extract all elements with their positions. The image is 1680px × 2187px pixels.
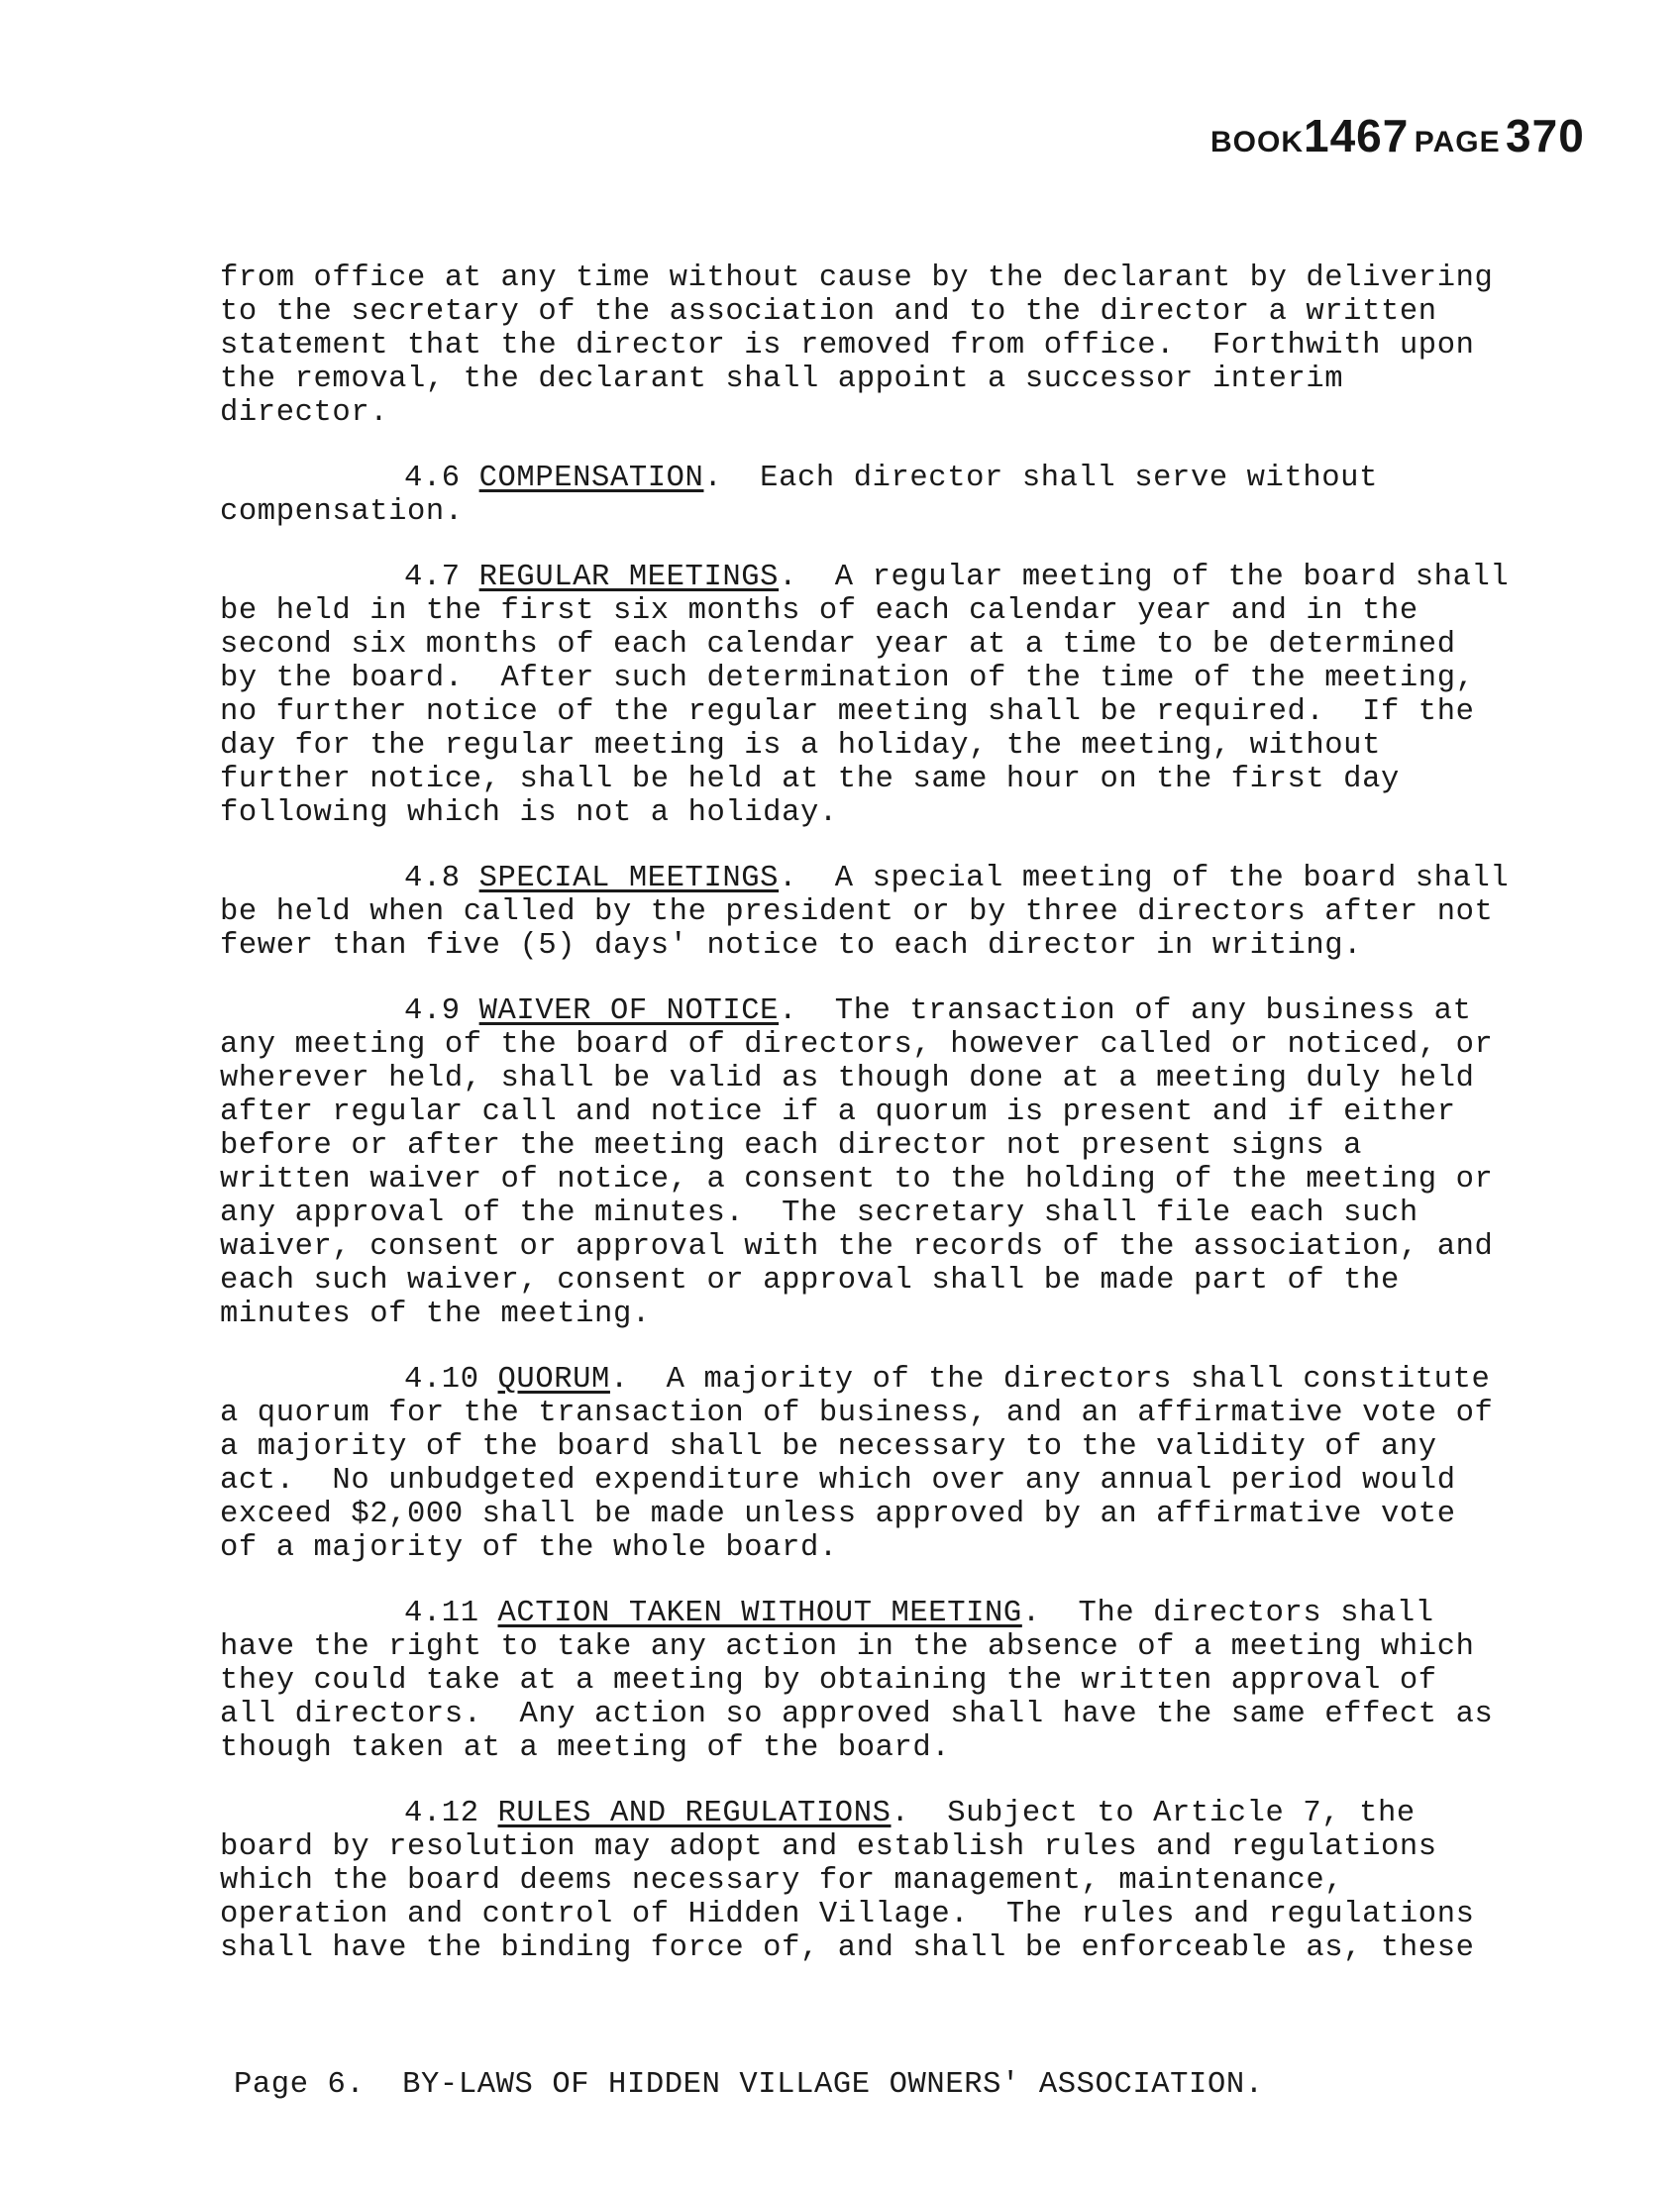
text-line: written waiver of notice, a consent to the holding of the meeting or (220, 1163, 1494, 1197)
text-line: any meeting of the board of directors, however called or noticed, or (220, 1028, 1494, 1062)
text-line: any approval of the minutes. The secretary shall file each such (220, 1197, 1418, 1230)
text-line: have the right to take any action in the absence of a meeting which (220, 1630, 1475, 1664)
text-line: further notice, shall be held at the same hour on the first day (220, 763, 1400, 796)
section-number: 4.7 (404, 561, 461, 594)
section-first-line (220, 994, 1627, 1028)
text-line: director. (220, 396, 389, 430)
text-line: the removal, the declarant shall appoint a successor interim (220, 363, 1344, 396)
text-line: statement that the director is removed from office. Forthwith upon (220, 329, 1475, 363)
section-paragraph (220, 462, 1627, 529)
document-body (220, 261, 1627, 1997)
section-number: 4.8 (404, 862, 461, 895)
text-line: act. No unbudgeted expenditure which over any annual period would (220, 1464, 1456, 1498)
text-line: be held in the first six months of each calendar year and in the (220, 594, 1418, 628)
section-heading: ACTION TAKEN WITHOUT MEETING (497, 1597, 1022, 1630)
section-number: 4.9 (404, 994, 461, 1028)
intro-paragraph (220, 261, 1627, 430)
page-label: PAGE (1414, 126, 1501, 158)
text-line: before or after the meeting each director not present signs a (220, 1129, 1363, 1163)
page-footer: Page 6. BY-LAWS OF HIDDEN VILLAGE OWNERS' ASSOCIATION. (234, 2068, 1264, 2102)
text-line: operation and control of Hidden Village. The rules and regulations (220, 1898, 1475, 1931)
text-line: day for the regular meeting is a holiday, the meeting, without (220, 729, 1381, 763)
section-first-line-text: . A regular meeting of the board shall (779, 561, 1510, 594)
text-line: by the board. After such determination of the time of the meeting, (220, 662, 1475, 695)
book-page-stamp (1210, 109, 1585, 162)
section-paragraph (220, 862, 1627, 963)
section-number: 4.12 (404, 1797, 479, 1830)
text-line: exceed $2,000 shall be made unless approved by an affirmative vote (220, 1498, 1456, 1531)
section-first-line (220, 561, 1627, 594)
book-label: BOOK (1210, 126, 1304, 158)
text-line: shall have the binding force of, and shall be enforceable as, these (220, 1931, 1475, 1965)
section-heading: COMPENSATION (478, 462, 704, 495)
section-paragraph (220, 994, 1627, 1331)
section-first-line-text: . A special meeting of the board shall (779, 862, 1510, 895)
section-first-line-text: . Each director shall serve without (703, 462, 1378, 495)
sections-list (220, 462, 1627, 1965)
text-line: all directors. Any action so approved shall have the same effect as (220, 1698, 1494, 1731)
section-paragraph (220, 1597, 1627, 1765)
text-line: each such waiver, consent or approval shall be made part of the (220, 1264, 1400, 1298)
text-line: of a majority of the whole board. (220, 1531, 838, 1565)
text-line: fewer than five (5) days' notice to each director in writing. (220, 929, 1363, 963)
text-line: from office at any time without cause by the declarant by delivering (220, 261, 1494, 295)
section-first-line (220, 1797, 1627, 1830)
text-line: minutes of the meeting. (220, 1298, 651, 1331)
text-line: which the board deems necessary for management, maintenance, (220, 1864, 1344, 1898)
page-number: 370 (1506, 110, 1585, 161)
text-line: be held when called by the president or by three directors after not (220, 895, 1494, 929)
section-heading: REGULAR MEETINGS (478, 561, 780, 594)
text-line: to the secretary of the association and to the director a written (220, 295, 1437, 329)
text-line: board by resolution may adopt and establish rules and regulations (220, 1830, 1437, 1864)
section-paragraph (220, 1363, 1627, 1565)
text-line: after regular call and notice if a quorum is present and if either (220, 1095, 1456, 1129)
section-first-line (220, 1597, 1627, 1630)
text-line: wherever held, shall be valid as though done at a meeting duly held (220, 1062, 1475, 1095)
text-line: a majority of the board shall be necessary to the validity of any (220, 1430, 1437, 1464)
section-heading: QUORUM (497, 1363, 610, 1397)
text-line: though taken at a meeting of the board. (220, 1731, 951, 1765)
section-first-line-text: . The directors shall (1021, 1597, 1434, 1630)
section-number: 4.6 (404, 462, 461, 495)
section-first-line-text: . The transaction of any business at (779, 994, 1472, 1028)
book-number: 1467 (1304, 110, 1410, 161)
text-line: a quorum for the transaction of business, and an affirmative vote of (220, 1397, 1494, 1430)
text-line: compensation. (220, 495, 464, 529)
section-heading: RULES AND REGULATIONS (497, 1797, 892, 1830)
section-first-line (220, 1363, 1627, 1397)
text-line: second six months of each calendar year at a time to be determined (220, 628, 1456, 662)
section-number: 4.11 (404, 1597, 479, 1630)
section-paragraph (220, 1797, 1627, 1965)
section-paragraph (220, 561, 1627, 830)
section-first-line (220, 862, 1627, 895)
text-line: no further notice of the regular meeting shall be required. If the (220, 695, 1475, 729)
section-first-line-text: . A majority of the directors shall constitute (609, 1363, 1491, 1397)
text-line: following which is not a holiday. (220, 796, 838, 830)
text-line: they could take at a meeting by obtaining the written approval of (220, 1664, 1437, 1698)
section-first-line-text: . Subject to Article 7, the (891, 1797, 1416, 1830)
section-first-line (220, 462, 1627, 495)
section-heading: SPECIAL MEETINGS (478, 862, 780, 895)
text-line: waiver, consent or approval with the records of the association, and (220, 1230, 1494, 1264)
section-heading: WAIVER OF NOTICE (478, 994, 780, 1028)
section-number: 4.10 (404, 1363, 479, 1397)
